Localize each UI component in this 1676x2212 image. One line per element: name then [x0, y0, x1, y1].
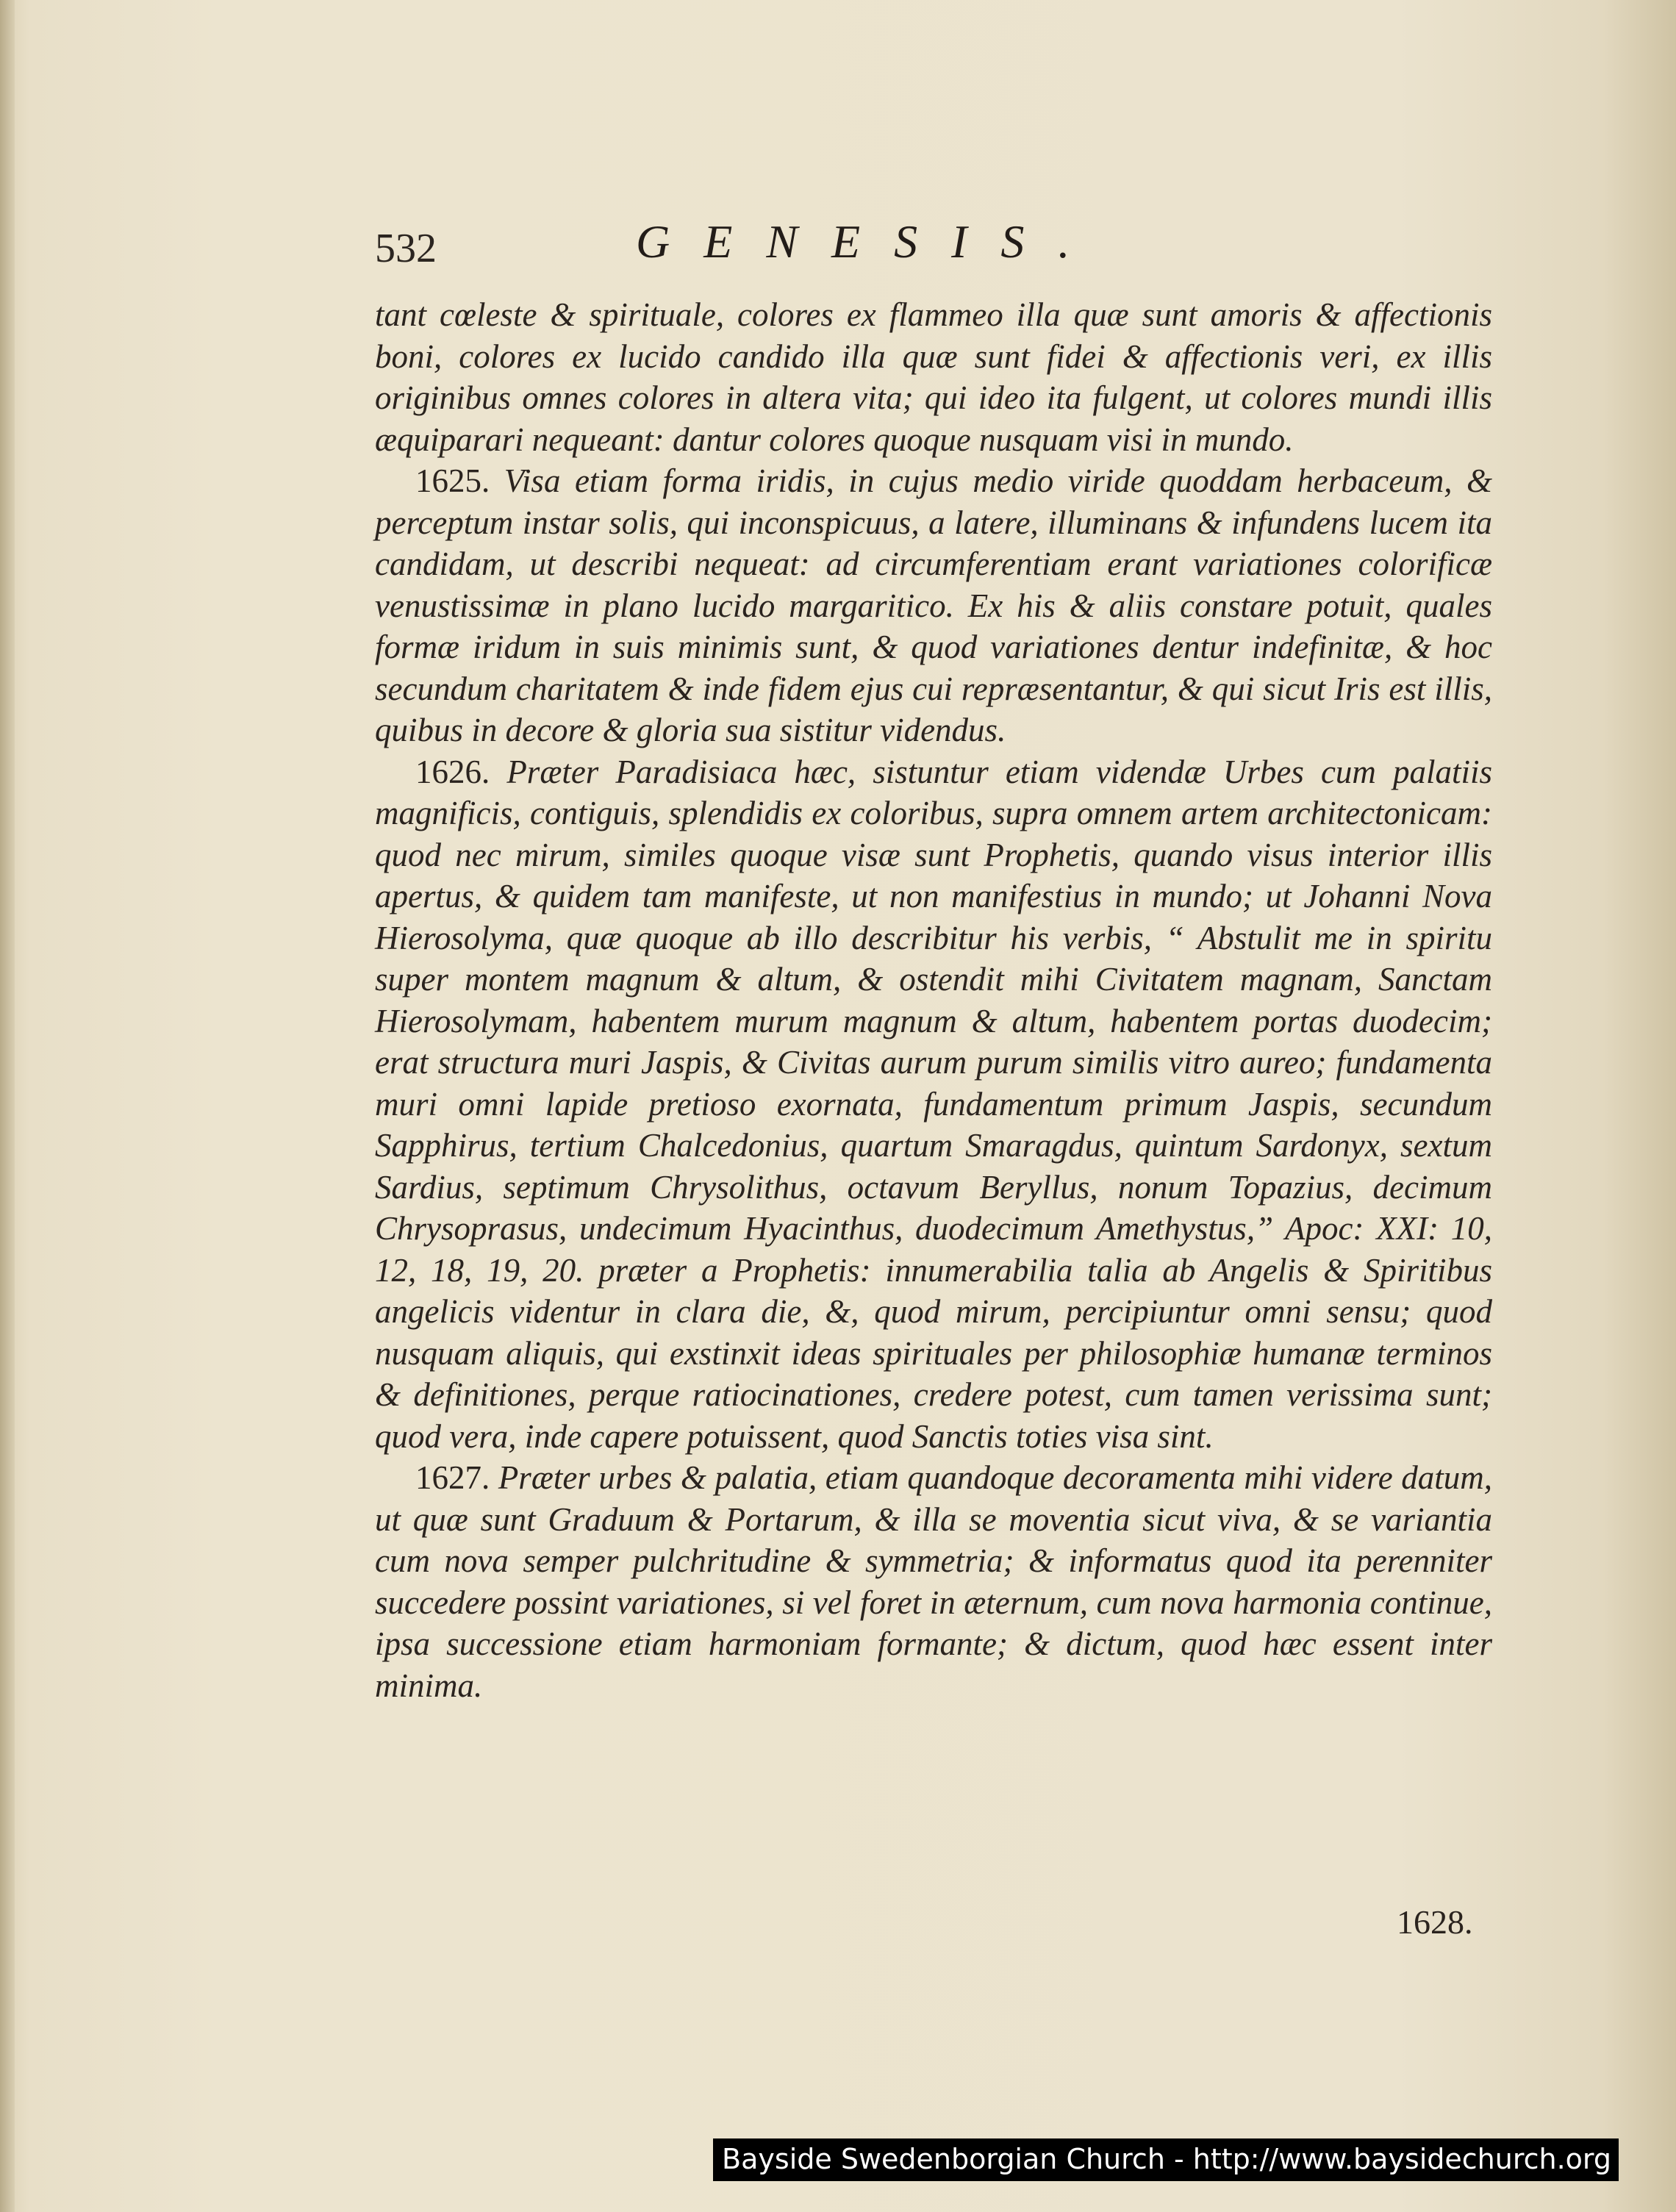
paragraph-1626 — [375, 751, 1492, 1458]
paragraph-number: 1625. — [415, 462, 490, 499]
paragraph-continued — [375, 294, 1492, 460]
paragraph-number: 1627. — [415, 1459, 490, 1496]
body-text — [375, 294, 1492, 1706]
paragraph-number: 1626. — [415, 753, 490, 790]
page-number: 532 — [375, 226, 437, 271]
paragraph-text: Visa etiam forma iridis, in cujus medio viride quoddam herbaceum, & perceptum instar solis, qui inconspicuus, a latere, illuminans & infundens lucem ita candidam, ut describi nequeat: ad circumferentiam erant variationes colorificæ venustissimæ in plano lucido margaritico. Ex his & aliis constare potuit, quales formæ iridum in suis minimis sunt, & quod variationes dentur indefinitæ, & hoc secundum charitatem & inde fidem ejus cui repræsentantur, & qui sicut Iris est illis, quibus in decore & gloria sua sistitur videndus. — [375, 462, 1493, 748]
running-title: GENESIS. — [636, 215, 1104, 268]
paragraph-1627 — [375, 1457, 1492, 1706]
page-header — [375, 215, 1492, 281]
catchword: 1628. — [1397, 1903, 1473, 1941]
paragraph-text: Præter urbes & palatia, etiam quandoque decoramenta mihi videre datum, ut quæ sunt Graduum & Portarum, & illa se moventia sicut viva, & se variantia cum nova semper pulchritudine & symmetria; & informatus quod ita perenniter succedere possint variationes, si vel foret in æternum, cum nova harmonia continue, ipsa successione etiam harmoniam formante; & dictum, quod hæc essent inter minima. — [375, 1459, 1492, 1704]
watermark-banner: Bayside Swedenborgian Church - http://www.baysidechurch.org — [713, 2138, 1619, 2181]
paragraph-text: Præter Paradisiaca hæc, sistuntur etiam videndæ Urbes cum palatiis magnificis, contiguis, splendidis ex coloribus, supra omnem artem architectonicam: quod nec mirum, similes quoque visæ sunt Prophetis, quando visus interior illis apertus, & quidem tam manifeste, ut non manifestius in mundo; ut Johanni Nova Hierosolyma, quæ quoque ab illo describitur his verbis, “ Abstulit me in spiritu super montem magnum & altum, & ostendit mihi Civitatem magnam, Sanctam Hierosolymam, habentem murum magnum & altum, habentem portas duodecim; erat structura muri Jaspis, & Civitas aurum purum similis vitro aureo; fundamenta muri omni lapide pretioso exornata, fundamentum primum Jaspis, secundum Sapphirus, tertium Chalcedonius, quartum Smaragdus, quintum Sardonyx, sextum Sardius, septimum Chrysolithus, octavum Beryllus, nonum Topazius, decimum Chrysoprasus, undecimum Hyacinthus, duodecimum Amethystus,” Apoc: XXI: 10, 12, 18, 19, 20. præter a Prophetis: innumerabilia talia ab Angelis & Spiritibus angelicis videntur in clara die, &, quod mirum, percipiuntur omni sensu; quod nusquam aliquis, qui exstinxit ideas spirituales per philosophiæ humanæ terminos & definitiones, perque ratiocinationes, credere potest, cum tamen verissima sunt; quod vera, inde capere potuissent, quod Sanctis toties visa sint. — [375, 753, 1492, 1455]
paragraph-1625 — [375, 460, 1492, 751]
paragraph-text: tant cœleste & spirituale, colores ex flammeo illa quæ sunt amoris & affectionis boni, colores ex lucido candido illa quæ sunt fidei & affectionis veri, ex illis originibus omnes colores in altera vita; qui ideo ita fulgent, ut colores mundi illis æquiparari nequeant: dantur colores quoque nusquam visi in mundo. — [375, 296, 1492, 458]
